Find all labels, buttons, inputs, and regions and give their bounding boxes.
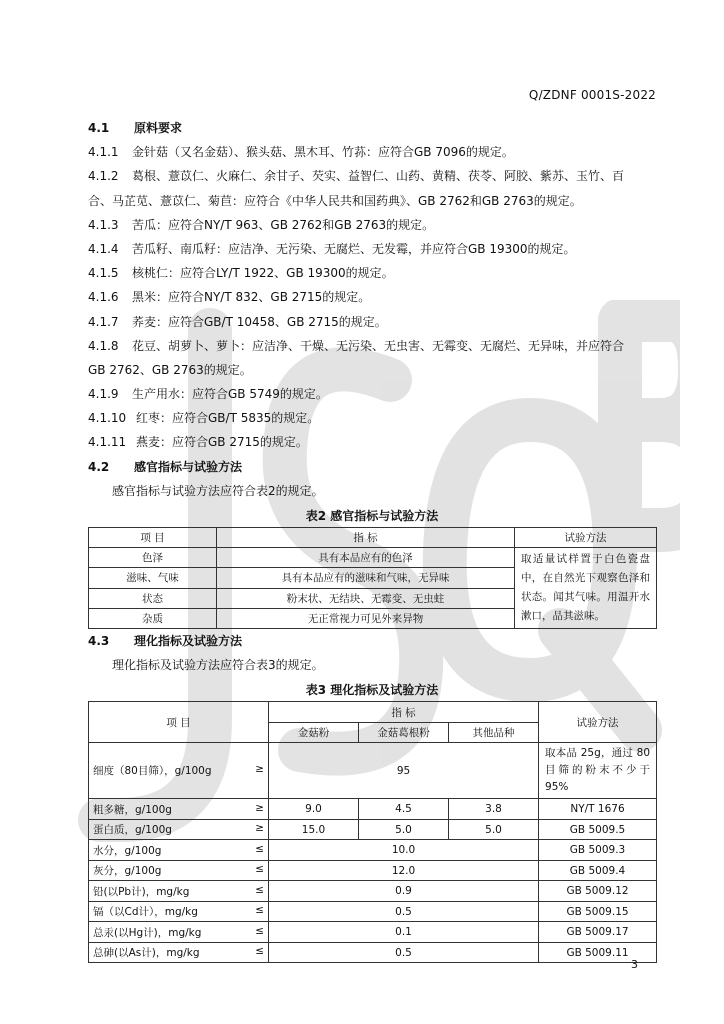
- table-row: [89, 840, 657, 861]
- clause-4-1-8-continued: GB 2762、GB 2763的规定。: [88, 362, 252, 377]
- cell-item: 蛋白质，g/100g ≥: [89, 819, 269, 840]
- cell-item: 总汞(以Hg计)，mg/kg ≤: [89, 922, 269, 943]
- cell-item: 色泽: [89, 548, 217, 568]
- cell-item: 状态: [89, 588, 217, 608]
- page-number: 3: [631, 958, 638, 971]
- cell-value: 95: [269, 743, 539, 799]
- header-jingu-powder: 金菇粉: [269, 722, 359, 743]
- header-method: 试验方法: [539, 702, 657, 743]
- section-heading-4-2: 4.2 感官指标与试验方法: [88, 459, 243, 474]
- clause-4-1-5: 4.1.5 核桃仁：应符合LY/T 1922、GB 19300的规定。: [88, 266, 394, 281]
- cell-value: 0.5: [269, 901, 539, 922]
- table-2-sensory: [88, 527, 657, 629]
- cell-indicator: 无正常视力可见外来异物: [217, 608, 515, 628]
- cell-value: 5.0: [449, 819, 539, 840]
- table-row: [89, 881, 657, 902]
- table-2-title: 表2 感官指标与试验方法: [305, 509, 439, 523]
- table-row: [89, 922, 657, 943]
- table-row: [89, 548, 657, 568]
- standard-code: Q/ZDNF 0001S-2022: [528, 88, 656, 102]
- cell-item: 粗多糖，g/100g ≥: [89, 799, 269, 820]
- table-row: [89, 819, 657, 840]
- table-row-fineness: [89, 743, 657, 799]
- cell-item: 镉（以Cd计），mg/kg ≤: [89, 901, 269, 922]
- section-4-2-intro: 感官指标与试验方法应符合表2的规定。: [112, 483, 324, 498]
- cell-value: 0.5: [269, 942, 539, 963]
- cell-method: GB 5009.4: [539, 860, 657, 881]
- clause-4-1-6: 4.1.6 黑米：应符合NY/T 832、GB 2715的规定。: [88, 290, 371, 305]
- cell-indicator: 粉末状、无结块、无霉变、无虫蛀: [217, 588, 515, 608]
- cell-value: 10.0: [269, 840, 539, 861]
- header-item: 项 目: [89, 702, 269, 743]
- header-method: 试验方法: [515, 528, 657, 548]
- header-indicator: 指 标: [269, 702, 539, 723]
- cell-item: 细度（80目筛），g/100g ≥: [89, 743, 269, 799]
- document-body: [88, 116, 656, 963]
- cell-method: GB 5009.3: [539, 840, 657, 861]
- cell-item: 滋味、气味: [89, 568, 217, 588]
- clause-4-1-7: 4.1.7 荞麦：应符合GB/T 10458、GB 2715的规定。: [88, 314, 387, 329]
- cell-method: 取本品 25g，通过 80 目筛的粉末不少于95%: [539, 743, 657, 799]
- cell-item: 杂质: [89, 608, 217, 628]
- table-3-physicochemical: [88, 701, 657, 963]
- section-heading-4-3: 4.3 理化指标及试验方法: [88, 634, 243, 648]
- cell-method: 取适量试样置于白色瓷盘中，在自然光下观察色泽和状态。闻其气味。用温开水漱口，品其滋味。: [515, 548, 657, 629]
- table-row: [89, 799, 657, 820]
- clause-4-1-2: 4.1.2 葛根、薏苡仁、火麻仁、余甘子、芡实、益智仁、山药、黄精、茯苓、阿胶、紫苏、玉竹、百: [88, 169, 625, 184]
- cell-value: 3.8: [449, 799, 539, 820]
- table-header-row: [89, 702, 657, 723]
- cell-value: 4.5: [359, 799, 449, 820]
- clause-4-1-10: 4.1.10 红枣：应符合GB/T 5835的规定。: [88, 411, 320, 426]
- clause-4-1-3: 4.1.3 苦瓜：应符合NY/T 963、GB 2762和GB 2763的规定。: [88, 217, 435, 232]
- cell-method: GB 5009.12: [539, 881, 657, 902]
- cell-value: 9.0: [269, 799, 359, 820]
- header-indicator: 指 标: [217, 528, 515, 548]
- cell-value: 5.0: [359, 819, 449, 840]
- section-heading-4-1: 4.1 原料要求: [88, 121, 183, 135]
- table-3-title: 表3 理化指标及试验方法: [305, 683, 439, 698]
- clause-4-1-8: 4.1.8 花豆、胡萝卜、萝卜：应洁净、干燥、无污染、无虫害、无霉变、无腐烂、无异味，并应符合: [88, 338, 625, 353]
- table-row: [89, 860, 657, 881]
- cell-item: 铅(以Pb计)，mg/kg ≤: [89, 881, 269, 902]
- section-4-3-intro: 理化指标及试验方法应符合表3的规定。: [112, 658, 324, 673]
- cell-indicator: 具有本品应有的色泽: [217, 548, 515, 568]
- cell-method: GB 5009.17: [539, 922, 657, 943]
- cell-value: 12.0: [269, 860, 539, 881]
- cell-method: GB 5009.5: [539, 819, 657, 840]
- cell-item: 总砷(以As计)，mg/kg ≤: [89, 942, 269, 963]
- table-header-row: [89, 528, 657, 548]
- header-jingu-gegen-powder: 金菇葛根粉: [359, 722, 449, 743]
- clause-4-1-1: 4.1.1 金针菇（又名金菇）、猴头菇、黑木耳、竹荪：应符合GB 7096的规定。: [88, 145, 514, 160]
- table-row: [89, 901, 657, 922]
- cell-item: 灰分，g/100g ≤: [89, 860, 269, 881]
- clause-4-1-2-continued: 合、马芷苋、薏苡仁、菊苣：应符合《中华人民共和国药典》、GB 2762和GB 2763的规定。: [88, 193, 582, 208]
- clause-4-1-9: 4.1.9 生产用水：应符合GB 5749的规定。: [88, 387, 328, 402]
- cell-value: 15.0: [269, 819, 359, 840]
- cell-method: GB 5009.11: [539, 942, 657, 963]
- cell-item: 水分，g/100g ≤: [89, 840, 269, 861]
- table-row: [89, 942, 657, 963]
- header-other-varieties: 其他品种: [449, 722, 539, 743]
- cell-method: GB 5009.15: [539, 901, 657, 922]
- cell-method: NY/T 1676: [539, 799, 657, 820]
- clause-4-1-11: 4.1.11 燕麦：应符合GB 2715的规定。: [88, 435, 308, 450]
- header-item: 项 目: [89, 528, 217, 548]
- cell-indicator: 具有本品应有的滋味和气味，无异味: [217, 568, 515, 588]
- clause-4-1-4: 4.1.4 苦瓜籽、南瓜籽：应洁净、无污染、无腐烂、无发霉，并应符合GB 19300的规定。: [88, 241, 576, 256]
- cell-value: 0.9: [269, 881, 539, 902]
- cell-value: 0.1: [269, 922, 539, 943]
